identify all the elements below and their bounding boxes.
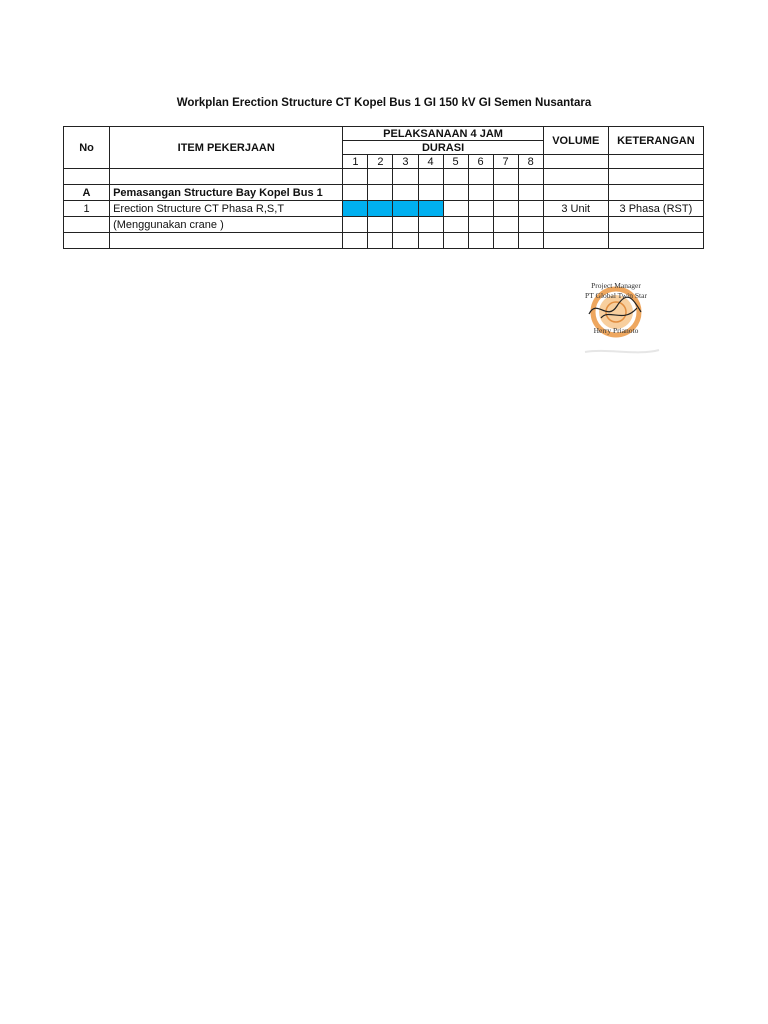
hour-header-8: 8 (518, 155, 543, 169)
signature-company: PT Global Twin Star (585, 291, 647, 300)
header-volume: VOLUME (543, 127, 608, 155)
hour-cell (518, 201, 543, 217)
hour-cell (393, 217, 418, 233)
row-item: Erection Structure CT Phasa R,S,T (110, 201, 343, 217)
document-title: Workplan Erection Structure CT Kopel Bus 1 GI 150 kV GI Semen Nusantara (176, 97, 592, 109)
hour-header-1: 1 (343, 155, 368, 169)
empty-cell (110, 169, 343, 185)
row-no: A (64, 185, 110, 201)
hour-cell (468, 185, 493, 201)
hour-cell (493, 201, 518, 217)
hour-cell (443, 185, 468, 201)
header-durasi: DURASI (343, 141, 543, 155)
empty-cell (493, 233, 518, 249)
empty-cell (368, 233, 393, 249)
row-keterangan (608, 217, 703, 233)
table-row (64, 217, 704, 233)
header-row-1 (64, 127, 704, 141)
empty-cell (443, 233, 468, 249)
keterangan-blank-cell (608, 155, 703, 169)
empty-cell (343, 233, 368, 249)
empty-cell (110, 233, 343, 249)
row-no: 1 (64, 201, 110, 217)
empty-cell (468, 233, 493, 249)
empty-cell (543, 233, 608, 249)
empty-cell (518, 169, 543, 185)
hour-cell (468, 201, 493, 217)
hour-header-4: 4 (418, 155, 443, 169)
header-pelaksanaan: PELAKSANAAN 4 JAM (343, 127, 543, 141)
row-volume (543, 217, 608, 233)
hour-header-5: 5 (443, 155, 468, 169)
hour-cell (393, 185, 418, 201)
signature-role: Project Manager (591, 281, 641, 290)
signature-name: Herry Prianoto (593, 326, 639, 335)
hour-cell (368, 185, 393, 201)
hour-cell (468, 217, 493, 233)
row-item: (Menggunakan crane ) (110, 217, 343, 233)
empty-cell (368, 169, 393, 185)
header-no: No (64, 127, 110, 169)
table-row (64, 201, 704, 217)
hour-cell (493, 217, 518, 233)
hour-cell (343, 201, 368, 217)
hour-cell (343, 185, 368, 201)
row-no (64, 217, 110, 233)
row-keterangan: 3 Phasa (RST) (608, 201, 703, 217)
hour-cell (393, 201, 418, 217)
empty-cell (64, 169, 110, 185)
hour-header-7: 7 (493, 155, 518, 169)
hour-cell (493, 185, 518, 201)
empty-cell (418, 233, 443, 249)
row-volume: 3 Unit (543, 201, 608, 217)
empty-cell (393, 233, 418, 249)
spacer-row (64, 169, 704, 185)
row-volume (543, 185, 608, 201)
empty-cell (518, 233, 543, 249)
empty-cell (608, 169, 703, 185)
empty-cell (343, 169, 368, 185)
hour-cell (518, 217, 543, 233)
signature-stamp (567, 278, 665, 358)
header-item: ITEM PEKERJAAN (110, 127, 343, 169)
empty-cell (468, 169, 493, 185)
volume-blank-cell (543, 155, 608, 169)
empty-cell (493, 169, 518, 185)
company-stamp-icon (567, 278, 665, 358)
header-keterangan: KETERANGAN (608, 127, 703, 155)
empty-cell (393, 169, 418, 185)
empty-cell (64, 233, 110, 249)
workplan-table (63, 126, 704, 249)
empty-cell (418, 169, 443, 185)
hour-cell (518, 185, 543, 201)
hour-header-3: 3 (393, 155, 418, 169)
hour-cell (368, 217, 393, 233)
hour-cell (368, 201, 393, 217)
empty-cell (443, 169, 468, 185)
empty-cell (543, 169, 608, 185)
hour-cell (418, 217, 443, 233)
row-item: Pemasangan Structure Bay Kopel Bus 1 (110, 185, 343, 201)
hour-cell (443, 201, 468, 217)
hour-header-6: 6 (468, 155, 493, 169)
spacer-row (64, 233, 704, 249)
hour-cell (418, 201, 443, 217)
hour-cell (418, 185, 443, 201)
hour-cell (443, 217, 468, 233)
row-keterangan (608, 185, 703, 201)
table-row (64, 185, 704, 201)
empty-cell (608, 233, 703, 249)
hour-cell (343, 217, 368, 233)
hour-header-2: 2 (368, 155, 393, 169)
